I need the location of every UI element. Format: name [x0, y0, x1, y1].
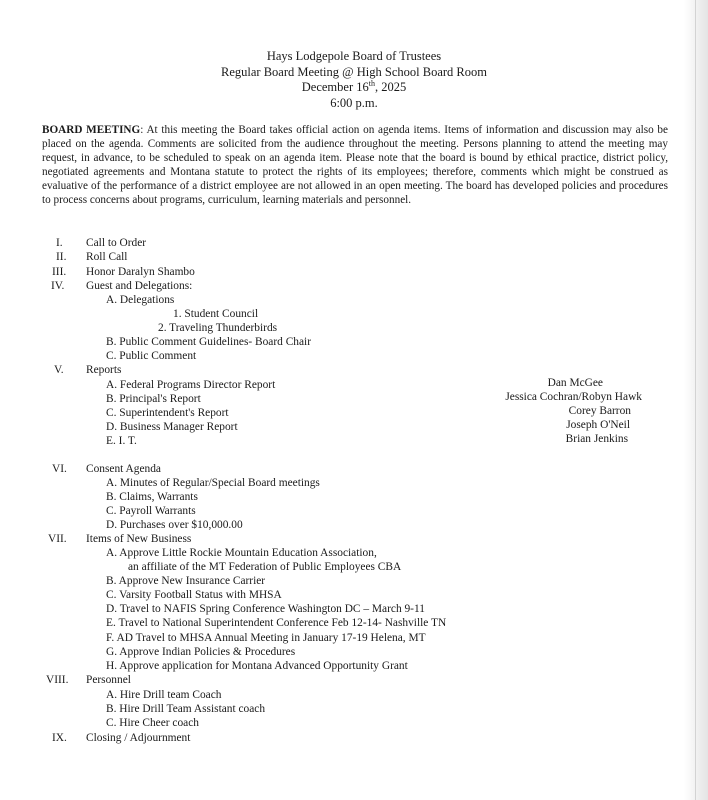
agenda-item: A. Hire Drill team Coach	[106, 689, 222, 701]
agenda-item: B. Public Comment Guidelines- Board Chair	[106, 336, 312, 348]
section-number: VI.	[52, 463, 67, 475]
meeting-title: Regular Board Meeting @ High School Board Room	[221, 64, 487, 79]
report-item: E. I. T.	[106, 435, 137, 447]
section-title: Closing / Adjournment	[86, 732, 191, 744]
section-title: Items of New Business	[86, 533, 192, 545]
report-presenter: Jessica Cochran/Robyn Hawk	[505, 391, 642, 403]
section-number: III.	[52, 266, 67, 278]
agenda-item: C. Payroll Warrants	[106, 505, 196, 517]
section-title: Consent Agenda	[86, 463, 161, 475]
section-number: IX.	[52, 732, 67, 744]
board-meeting-notice	[42, 124, 668, 207]
agenda-item: F. AD Travel to MHSA Annual Meeting in January 17-19 Helena, MT	[106, 632, 426, 644]
section-number: II.	[56, 251, 67, 263]
agenda-item: E. Travel to National Superintendent Conference Feb 12-14- Nashville TN	[106, 617, 447, 629]
agenda-item: G. Approve Indian Policies & Procedures	[106, 646, 296, 658]
report-item: B. Principal's Report	[106, 393, 201, 405]
section-title: Roll Call	[86, 251, 128, 263]
report-presenter: Joseph O'Neil	[566, 419, 630, 431]
section-title: Personnel	[86, 674, 131, 686]
section-number: I.	[56, 237, 63, 249]
agenda-subitem: 1. Student Council	[173, 308, 259, 320]
agenda-item: C. Public Comment	[106, 350, 197, 362]
page-edge-shadow	[684, 0, 708, 800]
agenda-item: A. Approve Little Rockie Mountain Education Association,	[106, 547, 377, 559]
section-number: V.	[54, 364, 64, 376]
section-number: IV.	[51, 280, 65, 292]
section-number: VII.	[48, 533, 67, 545]
section-title: Call to Order	[86, 237, 147, 249]
agenda-item: D. Travel to NAFIS Spring Conference Washington DC – March 9-11	[106, 603, 425, 615]
board-name: Hays Lodgepole Board of Trustees	[266, 49, 442, 63]
agenda-item: A. Delegations	[106, 294, 175, 306]
agenda-item-continuation: an affiliate of the MT Federation of Public Employees CBA	[128, 561, 402, 573]
agenda-item: D. Purchases over $10,000.00	[106, 519, 243, 531]
report-item: D. Business Manager Report	[106, 421, 238, 433]
report-presenter: Brian Jenkins	[565, 433, 628, 445]
section-title: Honor Daralyn Shambo	[86, 266, 195, 278]
notice-text: : At this meeting the Board takes official action on agenda items. Items of information and discussion may also be placed on the agenda. Comments are solicited from the audience throughout the meeting. Persons planning to attend the meeting may request, in advance, to be scheduled to speak on an agenda item. Please note that the board is bound by ethical practice, district policy, negotiated agreements and Montana statute to protect the rights of its employees; therefore, comments which might be construed as evaluative of the performance of a district employee are not allowed in an open meeting. The board has developed policies and procedures to process concerns about programs, curriculum, learning materials and personnel.	[42, 124, 668, 206]
section-number: VIII.	[46, 674, 69, 686]
agenda-item: A. Minutes of Regular/Special Board meetings	[106, 477, 320, 489]
report-presenter: Dan McGee	[547, 377, 603, 389]
section-title: Guest and Delegations:	[86, 280, 193, 292]
report-item: C. Superintendent's Report	[106, 407, 229, 419]
agenda-item: C. Hire Cheer coach	[106, 717, 199, 729]
agenda-item: B. Hire Drill Team Assistant coach	[106, 703, 266, 715]
notice-lead: BOARD MEETING	[42, 124, 141, 136]
report-presenter: Corey Barron	[568, 405, 631, 417]
meeting-date: December 16th, 2025	[301, 78, 407, 94]
section-title: Reports	[86, 364, 122, 376]
page-edge-line	[695, 0, 696, 800]
agenda-item: C. Varsity Football Status with MHSA	[106, 589, 282, 601]
agenda-item: B. Claims, Warrants	[106, 491, 198, 503]
agenda-item: H. Approve application for Montana Advanced Opportunity Grant	[106, 660, 408, 672]
document-header	[0, 49, 708, 111]
meeting-time: 6:00 p.m.	[330, 95, 378, 110]
report-item: A. Federal Programs Director Report	[106, 379, 276, 391]
agenda-item: B. Approve New Insurance Carrier	[106, 575, 266, 587]
agenda-subitem: 2. Traveling Thunderbirds	[158, 322, 278, 334]
